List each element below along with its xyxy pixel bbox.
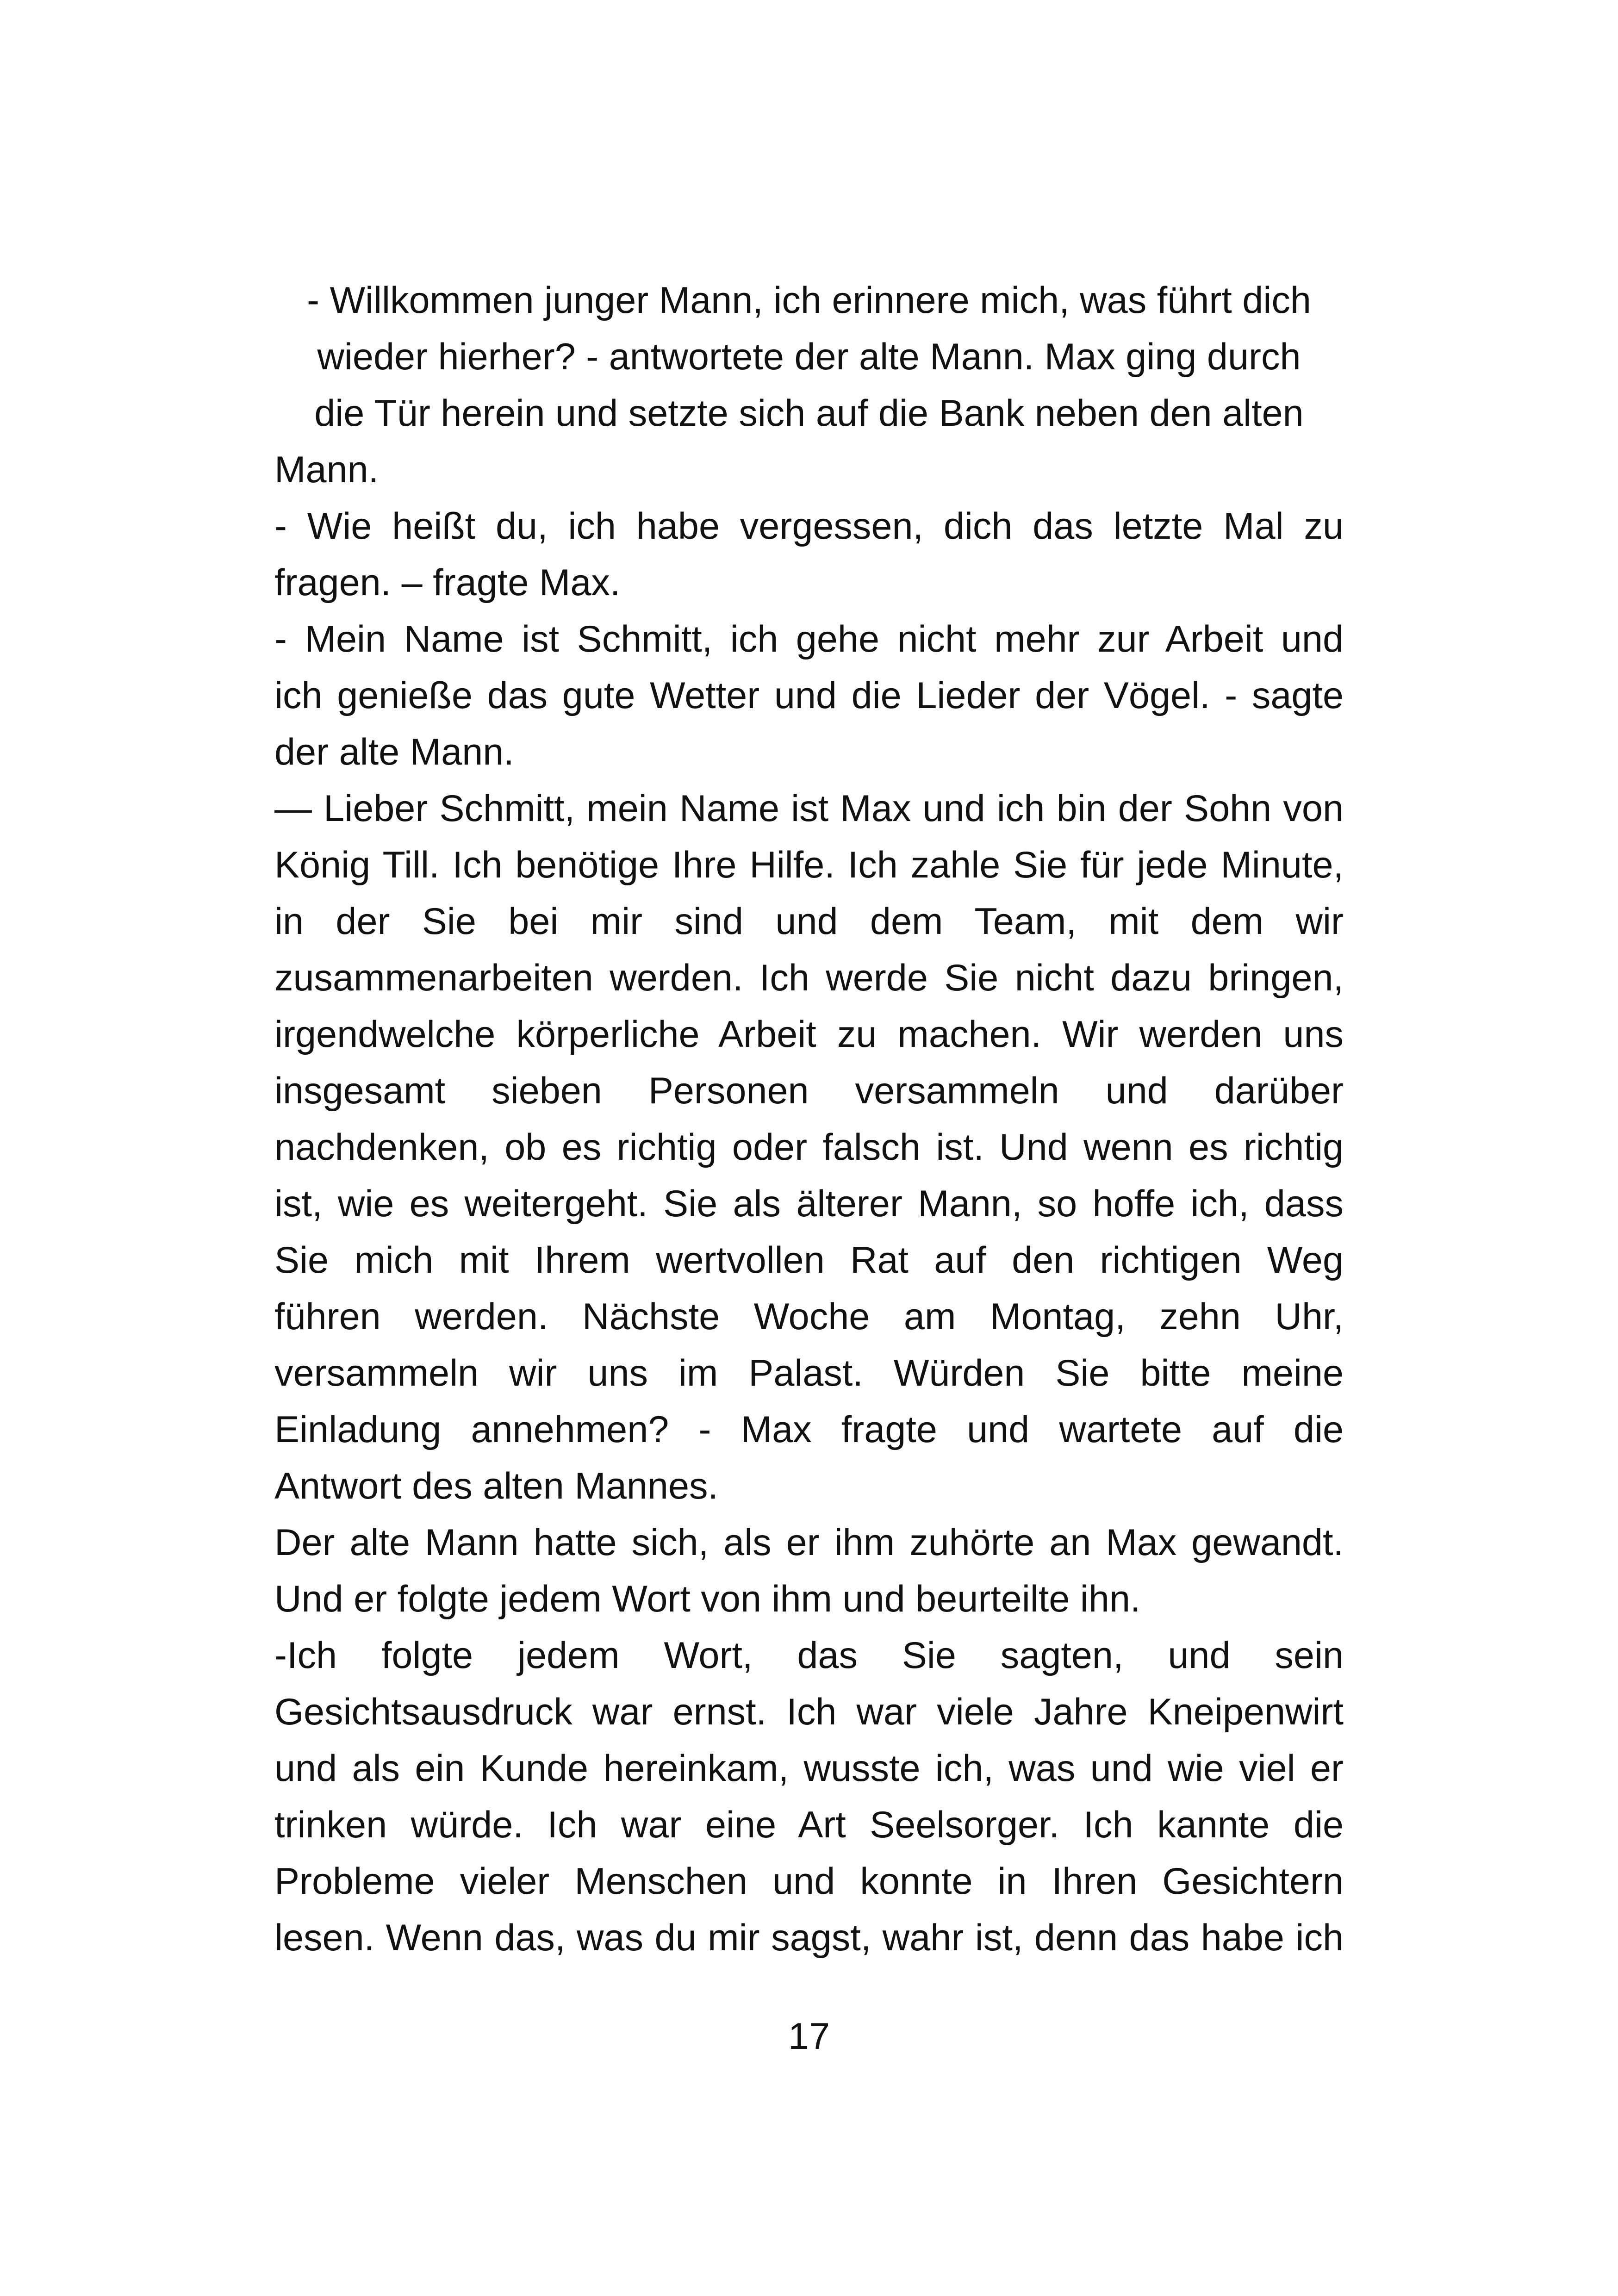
text-line: und als ein Kunde hereinkam, wusste ich, was und wie viel er — [274, 1748, 1344, 1789]
text-line: insgesamt sieben Personen versammeln und darüber — [274, 1070, 1344, 1112]
text-line: — Lieber Schmitt, mein Name ist Max und ich bin der Sohn von — [274, 788, 1344, 829]
text-line: Probleme vieler Menschen und konnte in Ihren Gesichtern — [274, 1860, 1344, 1902]
text-line: Antwort des alten Mannes. — [274, 1465, 719, 1507]
text-line: -Ich folgte jedem Wort, das Sie sagten, und sein — [274, 1635, 1344, 1676]
text-line: die Tür herein und setzte sich auf die Bank neben den alten — [314, 392, 1304, 434]
text-line: Sie mich mit Ihrem wertvollen Rat auf den richtigen Weg — [274, 1239, 1344, 1281]
text-line: der alte Mann. — [274, 731, 514, 773]
text-line: fragen. – fragte Max. — [274, 562, 621, 604]
text-line: Mann. — [274, 449, 379, 491]
text-line: lesen. Wenn das, was du mir sagst, wahr ist, denn das habe ich — [274, 1917, 1344, 1959]
body-text — [274, 272, 1344, 1966]
text-line: versammeln wir uns im Palast. Würden Sie bitte meine — [274, 1352, 1344, 1394]
text-line: ist, wie es weitergeht. Sie als älterer Mann, so hoffe ich, dass — [274, 1183, 1344, 1225]
text-line: König Till. Ich benötige Ihre Hilfe. Ich zahle Sie für jede Minute, — [274, 844, 1344, 886]
text-line: Und er folgte jedem Wort von ihm und beurteilte ihn. — [274, 1578, 1141, 1620]
text-line: in der Sie bei mir sind und dem Team, mit dem wir — [274, 901, 1344, 942]
text-line: - Mein Name ist Schmitt, ich gehe nicht mehr zur Arbeit und — [274, 618, 1344, 660]
text-line: zusammenarbeiten werden. Ich werde Sie nicht dazu bringen, — [274, 957, 1344, 999]
page-number: 17 — [788, 2016, 830, 2057]
text-line: Einladung annehmen? - Max fragte und wartete auf die — [274, 1409, 1344, 1450]
text-line: Der alte Mann hatte sich, als er ihm zuhörte an Max gewandt. — [274, 1522, 1344, 1563]
text-line: führen werden. Nächste Woche am Montag, zehn Uhr, — [274, 1296, 1344, 1338]
text-line: - Wie heißt du, ich habe vergessen, dich das letzte Mal zu — [274, 505, 1344, 547]
text-line: ich genieße das gute Wetter und die Lieder der Vögel. - sagte — [274, 675, 1344, 716]
text-line: Gesichtsausdruck war ernst. Ich war viele Jahre Kneipenwirt — [274, 1691, 1344, 1733]
text-line: wieder hierher? - antwortete der alte Mann. Max ging durch — [317, 336, 1301, 378]
text-line: nachdenken, ob es richtig oder falsch ist. Und wenn es richtig — [274, 1126, 1344, 1168]
text-line: trinken würde. Ich war eine Art Seelsorger. Ich kannte die — [274, 1804, 1344, 1846]
text-line: - Willkommen junger Mann, ich erinnere mich, was führt dich — [307, 280, 1311, 321]
text-line: irgendwelche körperliche Arbeit zu machen. Wir werden uns — [274, 1014, 1344, 1055]
